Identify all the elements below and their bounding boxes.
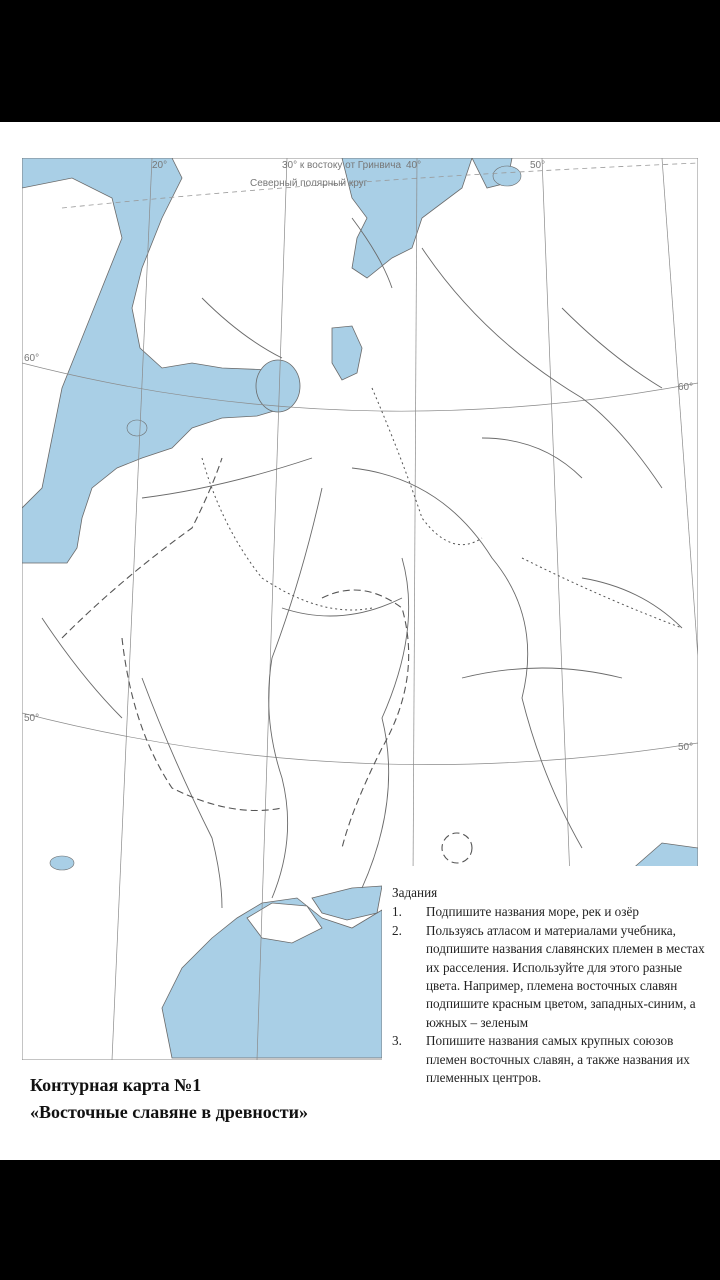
tasks-header: Задания [392, 885, 438, 900]
label-lon-50: 50° [530, 160, 546, 171]
tasks-box [382, 866, 712, 1087]
worksheet-page [0, 122, 720, 1160]
task-item [392, 1032, 712, 1087]
task-number: 3. [392, 1033, 402, 1049]
task-number: 2. [392, 922, 402, 938]
map-title-line-1: Контурная карта №1 [30, 1075, 202, 1095]
label-lat-60-left: 60° [24, 353, 40, 364]
task-text: Попишите названия самых крупных союзов племен восточных славян, а также названия их племенных центров. [426, 1033, 690, 1086]
task-item [392, 903, 712, 921]
label-arctic-circle: Северный полярный круг [250, 178, 368, 189]
task-text: Пользуясь атласом и материалами учебника, подпишите названия славянских племен в местах их расселения. Используйте для этого разные цвета. Например, племена восточных славян подпишите красным цветом, западных-синим, а южных – зеленым [426, 922, 705, 1030]
label-lat-50-left: 50° [24, 713, 40, 724]
task-text: Подпишите названия море, рек и озёр [426, 904, 639, 920]
map-title-line-2: «Восточные славяне в древности» [30, 1102, 308, 1122]
lake-ladoga [256, 360, 300, 412]
task-item [392, 922, 712, 1032]
label-lat-50-right: 50° [678, 742, 694, 753]
label-meridian: 30° к востоку от Гринвича [282, 160, 402, 171]
label-lon-20: 20° [152, 160, 168, 171]
label-lat-60-right: 60° [678, 382, 694, 393]
label-lon-40: 40° [406, 160, 422, 171]
map-title [30, 1072, 380, 1126]
tasks-list [392, 903, 712, 1087]
task-number: 1. [392, 904, 402, 920]
